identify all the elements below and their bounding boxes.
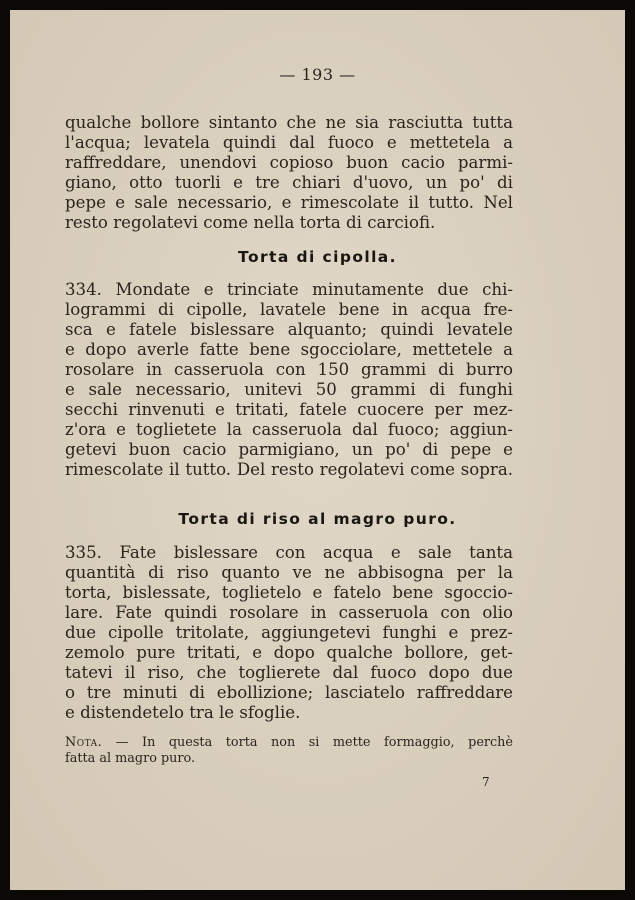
text-line: l'acqua; levatela quindi dal fuoco e mettetela a [65,133,513,152]
signature-mark: 7 [482,775,490,789]
text-line: sca e fatele bislessare alquanto; quindi levatele [65,320,513,339]
text-line: lare. Fate quindi rosolare in casseruola con olio [65,603,513,622]
section-heading-torta-riso: Torta di riso al magro puro. [178,510,457,528]
text-line: rimescolate il tutto. Del resto regolatevi come sopra. [65,460,513,479]
text-line: tatevi il riso, che toglierete dal fuoco dopo due [65,663,513,682]
text-line: logrammi di cipolle, lavatele bene in acqua fre- [65,300,513,319]
text-line: torta, bislessate, toglietelo e fatelo bene sgoccio- [65,583,513,602]
text-line: zemolo pure tritati, e dopo qualche bollore, get- [65,643,513,662]
text-line: getevi buon cacio parmigiano, un po' di pepe e [65,440,513,459]
text-line: raffreddare, unendovi copioso buon cacio parmi- [65,153,513,172]
book-page [10,10,625,890]
text-line: resto regolatevi come nella torta di carciofi. [65,213,436,232]
text-line: 334. Mondate e trinciate minutamente due chi- [65,280,513,299]
text-line: e sale necessario, unitevi 50 grammi di funghi [65,380,513,399]
text-line: pepe e sale necessario, e rimescolate il tutto. Nel [65,193,513,212]
note-label: Nota. [65,735,103,750]
text-line: quantità di riso quanto ve ne abbisogna per la [65,563,513,582]
text-line: e distendetelo tra le sfoglie. [65,703,301,722]
note-line: fatta al magro puro. [65,751,196,766]
text-line: secchi rinvenuti e tritati, fatele cuocere per mez- [65,400,513,419]
text-line: giano, otto tuorli e tre chiari d'uovo, un po' di [65,173,513,192]
note-text: — In questa torta non si mette formaggio, perchè [102,735,513,750]
text-line: rosolare in casseruola con 150 grammi di burro [65,360,513,379]
text-line: due cipolle tritolate, aggiungetevi funghi e prez- [65,623,513,642]
text-line: 335. Fate bislessare con acqua e sale tanta [65,543,513,562]
text-line: e dopo averle fatte bene sgocciolare, mettetele a [65,340,513,359]
text-line: z'ora e toglietete la casseruola dal fuoco; aggiun- [65,420,513,439]
page-number: — 193 — [279,65,356,84]
text-line: o tre minuti di ebollizione; lasciatelo raffreddare [65,683,513,702]
note-line [65,735,513,750]
section-heading-torta-cipolla: Torta di cipolla. [238,248,397,266]
text-line: qualche bollore sintanto che ne sia rasciutta tutta [65,113,513,132]
